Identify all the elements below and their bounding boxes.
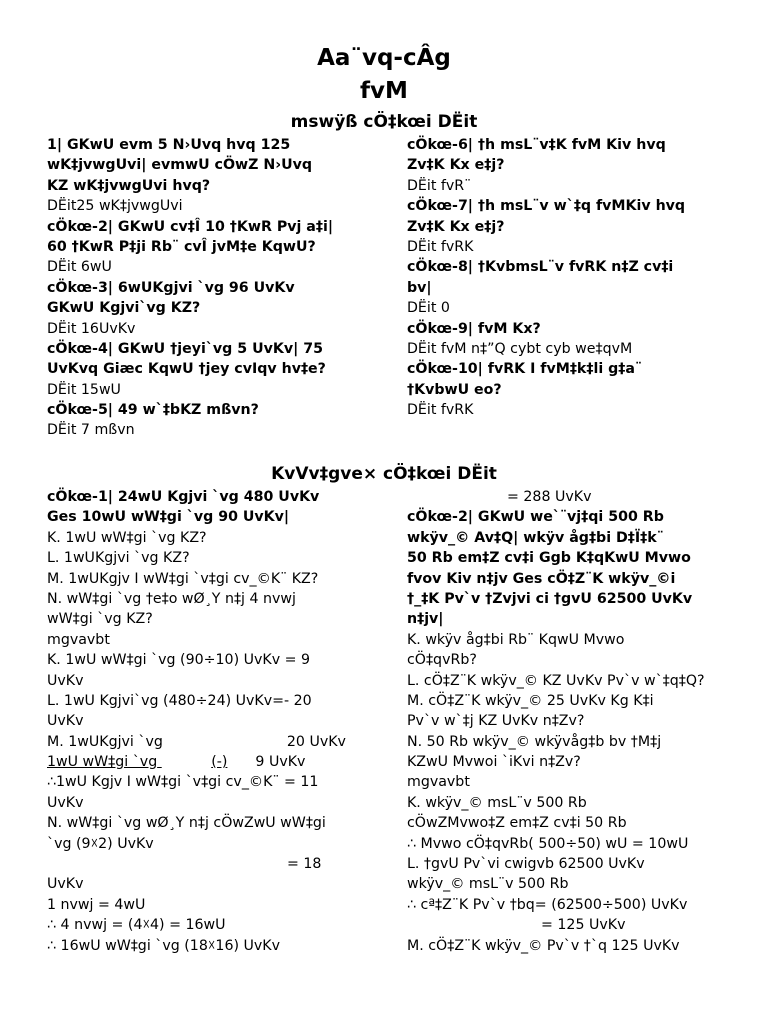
text-line bbox=[47, 650, 346, 670]
text-line bbox=[407, 339, 685, 359]
text-line bbox=[407, 196, 685, 216]
line-text: wkÿv_© msL¨v 500 Rb bbox=[407, 876, 569, 893]
text-line bbox=[47, 834, 346, 854]
line-text: cÖ‡qvRb? bbox=[407, 652, 477, 669]
line-text: = 288 UvKv bbox=[507, 489, 592, 505]
text-line bbox=[47, 176, 333, 196]
text-line bbox=[47, 237, 333, 257]
line-text: mgvavbt bbox=[47, 631, 110, 648]
line-text: UvKv bbox=[47, 672, 84, 689]
text-line bbox=[47, 711, 346, 731]
line-text: N. wW‡gi `vg †e‡o wØ¸Y n‡j 4 nvwj bbox=[47, 590, 296, 607]
line-text: = 125 UvKv bbox=[541, 917, 626, 934]
text-line bbox=[47, 630, 346, 650]
text-line bbox=[407, 691, 705, 711]
text-line bbox=[407, 528, 705, 548]
line-text: KZ wK‡jvwgUvi hvq? bbox=[47, 177, 211, 194]
line-text: wW‡gi `vg KZ? bbox=[47, 611, 153, 628]
line-text: †KvbwU eo? bbox=[407, 381, 502, 398]
text-line bbox=[407, 548, 705, 568]
line-text: KZwU Mvwoi `iKvi n‡Zv? bbox=[407, 754, 581, 771]
line-text: †_‡K Pv`v †Zvjvi ci †gvU 62500 UvKv bbox=[407, 590, 693, 607]
text-line bbox=[407, 650, 705, 670]
line-text: n‡jv| bbox=[407, 611, 444, 628]
line-text: cÖkœ-6| †h msL¨v‡K fvM Kiv hvq bbox=[407, 137, 666, 153]
text-line bbox=[47, 380, 333, 400]
text-line bbox=[47, 609, 346, 629]
line-text: K. wkÿv_© msL¨v 500 Rb bbox=[407, 794, 587, 811]
text-line bbox=[407, 711, 705, 731]
text-line bbox=[407, 834, 705, 854]
text-line bbox=[407, 772, 705, 792]
line-text: cÖkœ-8| †KvbmsL¨v fvRK n‡Z cv‡i bbox=[407, 259, 674, 276]
line-value: 20 UvKv bbox=[286, 733, 346, 750]
line-text: Ges 10wU wW‡gi `vg 90 UvKv| bbox=[47, 509, 290, 526]
line-text: L. 1wUKgjvi `vg KZ? bbox=[47, 550, 190, 567]
line-text: K. wkÿv åg‡bi Rb¨ KqwU Mvwo bbox=[407, 631, 625, 648]
text-line bbox=[407, 936, 705, 956]
structured-answers-right-column bbox=[407, 487, 705, 956]
text-line bbox=[47, 359, 333, 379]
line-text: K. 1wU wW‡gi `vg KZ? bbox=[47, 529, 207, 546]
text-line bbox=[47, 257, 333, 277]
line-text: bv| bbox=[407, 279, 432, 296]
text-line bbox=[47, 895, 346, 915]
text-line bbox=[407, 732, 705, 752]
line-value: 9 UvKv bbox=[255, 754, 306, 771]
line-text: ∴ Mvwo cÖ‡qvRb( 500÷50) wU = 10wU bbox=[407, 835, 689, 852]
line-text: cÖwZMvwo‡Z em‡Z cv‡i 50 Rb bbox=[407, 815, 627, 832]
line-text: M. cÖ‡Z¨K wkÿv_© Pv`v †`q 125 UvKv bbox=[407, 937, 680, 954]
text-line bbox=[407, 895, 705, 915]
line-text: DËit 6wU bbox=[47, 259, 112, 276]
line-text: fvov Kiv n‡jv Ges cÖ‡Z¨K wkÿv_©i bbox=[407, 570, 676, 587]
text-line bbox=[407, 854, 705, 874]
text-line bbox=[47, 400, 333, 420]
text-line bbox=[47, 507, 346, 527]
text-line bbox=[407, 915, 705, 935]
line-text: L. †gvU Pv`vi cwigvb 62500 UvKv bbox=[407, 856, 645, 873]
text-line bbox=[47, 671, 346, 691]
line-text: UvKv bbox=[47, 876, 84, 893]
line-text: cÖkœ-3| 6wUKgjvi `vg 96 UvKv bbox=[47, 279, 295, 296]
short-answers-left-column bbox=[47, 135, 333, 441]
text-line bbox=[47, 915, 346, 935]
line-text: cÖkœ-5| 49 w`‡bKZ mßvn? bbox=[47, 402, 259, 419]
text-line bbox=[407, 630, 705, 650]
text-line bbox=[47, 813, 346, 833]
line-text: DËit 7 mßvn bbox=[47, 422, 135, 439]
line-text: L. cÖ‡Z¨K wkÿv_© KZ UvKv Pv`v w`‡q‡Q? bbox=[407, 672, 705, 689]
line-text: ∴ 16wU wW‡gi `vg (18☓16) UvKv bbox=[47, 937, 280, 954]
document-title-line-1: Aa¨vq-cÂg bbox=[317, 45, 451, 71]
text-line bbox=[407, 380, 685, 400]
line-text: UvKv bbox=[47, 794, 84, 811]
text-line bbox=[407, 359, 685, 379]
text-line bbox=[47, 339, 333, 359]
line-text: L. 1wU Kgjvi`vg (480÷24) UvKv=- 20 bbox=[47, 692, 312, 709]
line-text: 60 †KwR P‡ji Rb¨ cvÎ jvM‡e KqwU? bbox=[47, 238, 316, 255]
line-text: 1 nvwj = 4wU bbox=[47, 896, 146, 913]
text-line bbox=[47, 278, 333, 298]
text-line bbox=[407, 298, 685, 318]
line-text: DËit 16UvKv bbox=[47, 320, 136, 337]
text-line bbox=[47, 691, 346, 711]
line-text: Zv‡K Kx e‡j? bbox=[407, 218, 505, 235]
line-operator: (-) bbox=[211, 754, 228, 771]
line-text: DËit fvM n‡”Q cybt cyb we‡qvM bbox=[407, 340, 633, 357]
line-text: DËit25 wK‡jvwgUvi bbox=[47, 198, 183, 215]
text-line bbox=[47, 319, 333, 339]
text-line bbox=[47, 936, 346, 956]
line-text: DËit 15wU bbox=[47, 381, 121, 398]
line-text: = 18 bbox=[287, 856, 322, 873]
line-text: DËit fvR¨ bbox=[407, 177, 472, 194]
text-line bbox=[47, 420, 333, 440]
section-heading-structured-questions: KvVv‡gve× cÖ‡kœi DËit bbox=[271, 464, 497, 484]
line-text: wK‡jvwgUvi| evmwU cÖwZ N›Uvq bbox=[47, 157, 312, 174]
text-line bbox=[47, 487, 346, 507]
text-line bbox=[47, 528, 346, 548]
text-line bbox=[407, 400, 685, 420]
text-line bbox=[407, 319, 685, 339]
line-text: cÖkœ-9| fvM Kx? bbox=[407, 320, 541, 337]
line-text: cÖkœ-4| GKwU †jeyi`vg 5 UvKv| 75 bbox=[47, 340, 323, 357]
line-text: K. 1wU wW‡gi `vg (90÷10) UvKv = 9 bbox=[47, 652, 311, 669]
text-line bbox=[47, 135, 333, 155]
line-text: mgvavbt bbox=[407, 774, 470, 791]
text-line bbox=[407, 176, 685, 196]
text-line bbox=[47, 793, 346, 813]
text-line bbox=[407, 257, 685, 277]
text-line bbox=[47, 874, 346, 894]
line-text: cÖkœ-2| GKwU cv‡Î 10 †KwR Pvj a‡i| bbox=[47, 218, 334, 235]
text-line bbox=[47, 752, 346, 772]
line-text: cÖkœ-1| 24wU Kgjvi `vg 480 UvKv bbox=[47, 489, 320, 505]
line-text: UvKv bbox=[47, 713, 84, 730]
line-text: wkÿv_© Av‡Q| wkÿv åg‡bi D‡Ï‡k¨ bbox=[407, 529, 664, 546]
line-text: UvKvq Giæc KqwU †jey cvIqv hv‡e? bbox=[47, 361, 326, 378]
line-text: Pv`v w`‡j KZ UvKv n‡Zv? bbox=[407, 713, 585, 730]
text-line bbox=[47, 298, 333, 318]
line-text: 1wU wW‡gi `vg bbox=[47, 754, 158, 771]
text-line bbox=[47, 155, 333, 175]
text-line bbox=[407, 487, 705, 507]
text-line bbox=[407, 217, 685, 237]
line-text: DËit fvRK bbox=[407, 238, 474, 255]
line-text: ∴ cª‡Z¨K Pv`v †bq= (62500÷500) UvKv bbox=[407, 896, 688, 913]
text-line bbox=[407, 813, 705, 833]
text-line bbox=[407, 278, 685, 298]
document-title-line-2: fvM bbox=[360, 78, 408, 104]
line-text: ∴1wU Kgjv I wW‡gi `v‡gi cv_©K¨ = 11 bbox=[47, 774, 319, 791]
line-text: 50 Rb em‡Z cv‡i Ggb K‡qKwU Mvwo bbox=[407, 550, 691, 567]
line-text: M. 1wUKgjvi `vg bbox=[47, 733, 163, 750]
text-line bbox=[407, 237, 685, 257]
line-text: cÖkœ-10| fvRK I fvM‡k‡li g‡a¨ bbox=[407, 361, 643, 378]
line-text: DËit 0 bbox=[407, 300, 450, 317]
text-line bbox=[47, 772, 346, 792]
text-line bbox=[47, 732, 346, 752]
text-line bbox=[407, 874, 705, 894]
text-line bbox=[407, 155, 685, 175]
text-line bbox=[407, 609, 705, 629]
text-line bbox=[407, 135, 685, 155]
text-line bbox=[407, 507, 705, 527]
text-line bbox=[407, 671, 705, 691]
text-line bbox=[407, 752, 705, 772]
text-line bbox=[47, 569, 346, 589]
text-line bbox=[47, 548, 346, 568]
section-heading-short-questions: mswÿß cÖ‡kœi DËit bbox=[290, 112, 478, 132]
text-line bbox=[47, 196, 333, 216]
line-text: cÖkœ-7| †h msL¨v w`‡q fvMKiv hvq bbox=[407, 198, 686, 215]
text-line bbox=[407, 569, 705, 589]
line-text: ∴ 4 nvwj = (4☓4) = 16wU bbox=[47, 917, 226, 934]
line-text: cÖkœ-2| GKwU we`¨vj‡qi 500 Rb bbox=[407, 509, 664, 526]
text-line bbox=[47, 854, 346, 874]
line-text: N. wW‡gi `vg wØ¸Y n‡j cÖwZwU wW‡gi bbox=[47, 815, 326, 832]
line-text: Zv‡K Kx e‡j? bbox=[407, 157, 505, 174]
line-text: `vg (9☓2) UvKv bbox=[47, 835, 154, 852]
short-answers-right-column bbox=[407, 135, 685, 420]
line-text: M. cÖ‡Z¨K wkÿv_© 25 UvKv Kg K‡i bbox=[407, 692, 654, 709]
line-text: DËit fvRK bbox=[407, 402, 474, 419]
text-line bbox=[407, 589, 705, 609]
text-line bbox=[47, 217, 333, 237]
text-line bbox=[47, 589, 346, 609]
line-text: 1| GKwU evm 5 N›Uvq hvq 125 bbox=[47, 137, 291, 153]
text-line bbox=[407, 793, 705, 813]
line-text: M. 1wUKgjv I wW‡gi `v‡gi cv_©K¨ KZ? bbox=[47, 570, 319, 587]
line-text: N. 50 Rb wkÿv_© wkÿvåg‡b bv †M‡j bbox=[407, 733, 662, 750]
structured-answers-left-column bbox=[47, 487, 346, 956]
line-text: GKwU Kgjvi`vg KZ? bbox=[47, 300, 201, 317]
